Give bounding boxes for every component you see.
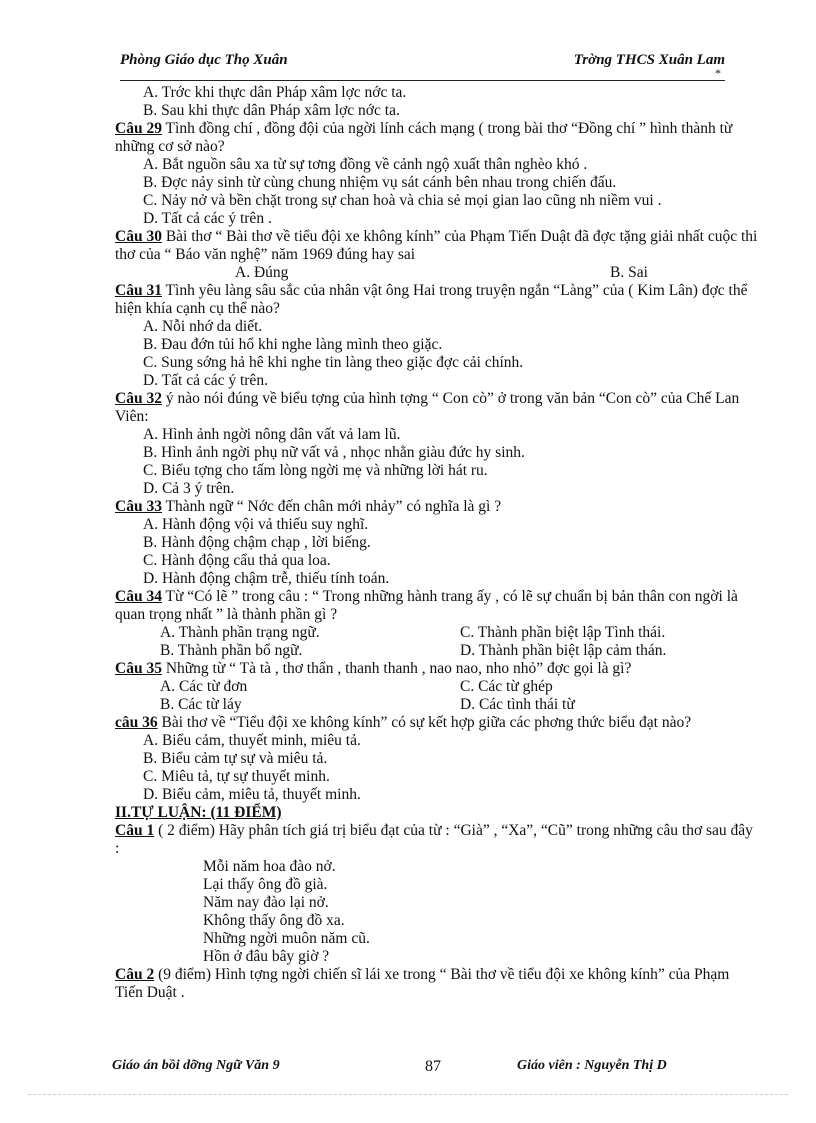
q31-option-a: A. Nỗi nhớ da diết. — [143, 318, 263, 335]
q30-option-b: B. Sai — [610, 264, 648, 281]
q33-option-d: D. Hành động chậm trễ, thiếu tính toán. — [143, 570, 390, 587]
q31-option-b: B. Đau đớn tủi hổ khi nghe làng mình theo giặc. — [143, 336, 443, 353]
q28-option-b: B. Sau khi thực dân Pháp xâm lợc nớc ta. — [143, 102, 400, 119]
q36-option-b: B. Biểu cảm tự sự và miêu tả. — [143, 750, 328, 767]
question-33 — [115, 498, 760, 516]
question-34 — [115, 588, 760, 624]
poem-line: Những ngời muôn năm cũ. — [203, 930, 370, 947]
q33-option-b: B. Hành động chậm chạp , lời biếng. — [143, 534, 371, 551]
q32-option-b: B. Hình ảnh ngời phụ nữ vất vả , nhọc nhằn giàu đức hy sinh. — [143, 444, 525, 461]
question-text: Tình yêu làng sâu sắc của nhân vật ông Hai trong truyện ngắn “Làng” của ( Kim Lân) đợc thể hiện khía cạnh cụ thể nào? — [115, 282, 748, 317]
q33-option-c: C. Hành động cẩu thả qua loa. — [143, 552, 331, 569]
q34-option-a: A. Thành phần trạng ngữ. — [160, 624, 320, 641]
section-heading-essay: II.TỰ LUẬN: (11 ĐIỂM) — [115, 804, 282, 821]
question-number: Câu 35 — [115, 660, 162, 677]
footer-left: Giáo án bồi dỡng Ngữ Văn 9 — [112, 1058, 280, 1073]
question-31 — [115, 282, 760, 318]
question-number: Câu 34 — [115, 588, 162, 605]
q32-option-d: D. Cả 3 ý trên. — [143, 480, 235, 497]
question-number: Câu 30 — [115, 228, 162, 245]
q35-options-row2 — [160, 696, 760, 714]
question-36 — [115, 714, 760, 732]
q35-option-c: C. Các từ ghép — [460, 678, 553, 695]
q36-option-d: D. Biểu cảm, miêu tả, thuyết minh. — [143, 786, 361, 803]
poem-line: Hồn ở đâu bây giờ ? — [203, 948, 330, 965]
q29-option-c: C. Nảy nở và bền chặt trong sự chan hoà và chia sẻ mọi gian lao cũng nh niềm vui . — [143, 192, 662, 209]
question-text: (9 điểm) Hình tợng ngời chiến sĩ lái xe trong “ Bài thơ về tiểu đội xe không kính” của Phạm Tiến Duật . — [115, 966, 730, 1001]
document-body — [115, 84, 760, 1002]
question-text: ( 2 điểm) Hãy phân tích giá trị biểu đạt của từ : “Già” , “Xa”, “Cũ” trong những câu thơ sau đây : — [115, 822, 753, 857]
q34-option-c: C. Thành phần biệt lập Tình thái. — [460, 624, 666, 641]
question-text: Tình đồng chí , đồng đội của ngời lính cách mạng ( trong bài thơ “Đồng chí ” hình thành từ những cơ sở nào? — [115, 120, 733, 155]
question-number: Câu 33 — [115, 498, 162, 515]
q30-options — [235, 264, 760, 282]
q31-option-c: C. Sung sớng hả hê khi nghe tin làng theo giặc đợc cải chính. — [143, 354, 524, 371]
essay-question-2 — [115, 966, 760, 1002]
q32-option-c: C. Biểu tợng cho tấm lòng ngời mẹ và những lời hát ru. — [143, 462, 488, 479]
page-header — [120, 50, 725, 81]
header-mark: * — [715, 66, 721, 80]
header-left: Phòng Giáo dục Thọ Xuân — [120, 52, 288, 68]
footer-right: Giáo viên : Nguyễn Thị D — [517, 1058, 667, 1073]
q31-option-d: D. Tất cả các ý trên. — [143, 372, 268, 389]
question-32 — [115, 390, 760, 426]
poem-line: Không thấy ông đồ xa. — [203, 912, 345, 929]
question-text: Bài thơ “ Bài thơ về tiểu đội xe không kính” của Phạm Tiến Duật đã đợc tặng giải nhất cuộc thi thơ của “ Báo văn nghệ” năm 1969 đúng hay sai — [115, 228, 758, 263]
question-text: Thành ngữ “ Nớc đến chân mới nhảy” có nghĩa là gì ? — [161, 498, 502, 515]
page-number: 87 — [425, 1058, 441, 1075]
q29-option-d: D. Tất cả các ý trên . — [143, 210, 272, 227]
question-text: Từ “Có lẽ ” trong câu : “ Trong những hành trang ấy , có lẽ sự chuẩn bị bản thân con ngời là quan trọng nhất ” là thành phần gì ? — [115, 588, 738, 623]
question-text: Bài thơ về “Tiểu đội xe không kính” có sự kết hợp giữa các phơng thức biểu đạt nào? — [157, 714, 692, 731]
question-text: ý nào nói đúng về biểu tợng của hình tợng “ Con cò” ở trong văn bản “Con cò” của Chế Lan Viên: — [115, 390, 740, 425]
question-number: Câu 2 — [115, 966, 155, 983]
q35-option-d: D. Các tình thái từ — [460, 696, 575, 713]
question-text: Những từ “ Tà tà , thơ thẩn , thanh thanh , nao nao, nho nhỏ” đợc gọi là gì? — [161, 660, 632, 677]
q35-option-a: A. Các từ đơn — [160, 678, 248, 695]
question-29 — [115, 120, 760, 156]
q33-option-a: A. Hành động vội vả thiếu suy nghĩ. — [143, 516, 369, 533]
question-number: Câu 1 — [115, 822, 155, 839]
question-number: Câu 29 — [115, 120, 162, 137]
q30-option-a: A. Đúng — [235, 264, 289, 281]
q35-option-b: B. Các từ láy — [160, 696, 242, 713]
question-30 — [115, 228, 760, 264]
page-edge-rule — [28, 1094, 788, 1095]
page-footer — [112, 1058, 717, 1080]
q29-option-a: A. Bắt nguồn sâu xa từ sự tơng đồng về cảnh ngộ xuất thân nghèo khó . — [143, 156, 588, 173]
q36-option-c: C. Miêu tả, tự sự thuyết minh. — [143, 768, 330, 785]
poem-line: Năm nay đào lại nở. — [203, 894, 329, 911]
question-number: Câu 31 — [115, 282, 162, 299]
q29-option-b: B. Đợc nảy sinh từ cùng chung nhiệm vụ sát cánh bên nhau trong chiến đấu. — [143, 174, 617, 191]
q36-option-a: A. Biểu cảm, thuyết minh, miêu tả. — [143, 732, 361, 749]
q34-option-b: B. Thành phần bổ ngữ. — [160, 642, 303, 659]
q34-option-d: D. Thành phần biệt lập cảm thán. — [460, 642, 667, 659]
question-number: Câu 32 — [115, 390, 162, 407]
poem-line: Mỗi năm hoa đào nở. — [203, 858, 336, 875]
q35-options-row1 — [160, 678, 760, 696]
poem-line: Lại thấy ông đồ già. — [203, 876, 328, 893]
q32-option-a: A. Hình ảnh ngời nông dân vất vả lam lũ. — [143, 426, 401, 443]
question-35 — [115, 660, 760, 678]
question-number: câu 36 — [115, 714, 158, 731]
q34-options-row1 — [160, 624, 760, 642]
essay-question-1 — [115, 822, 760, 858]
header-right: Trờng THCS Xuân Lam — [573, 52, 725, 68]
q34-options-row2 — [160, 642, 760, 660]
q28-option-a: A. Trớc khi thực dân Pháp xâm lợc nớc ta. — [143, 84, 407, 101]
